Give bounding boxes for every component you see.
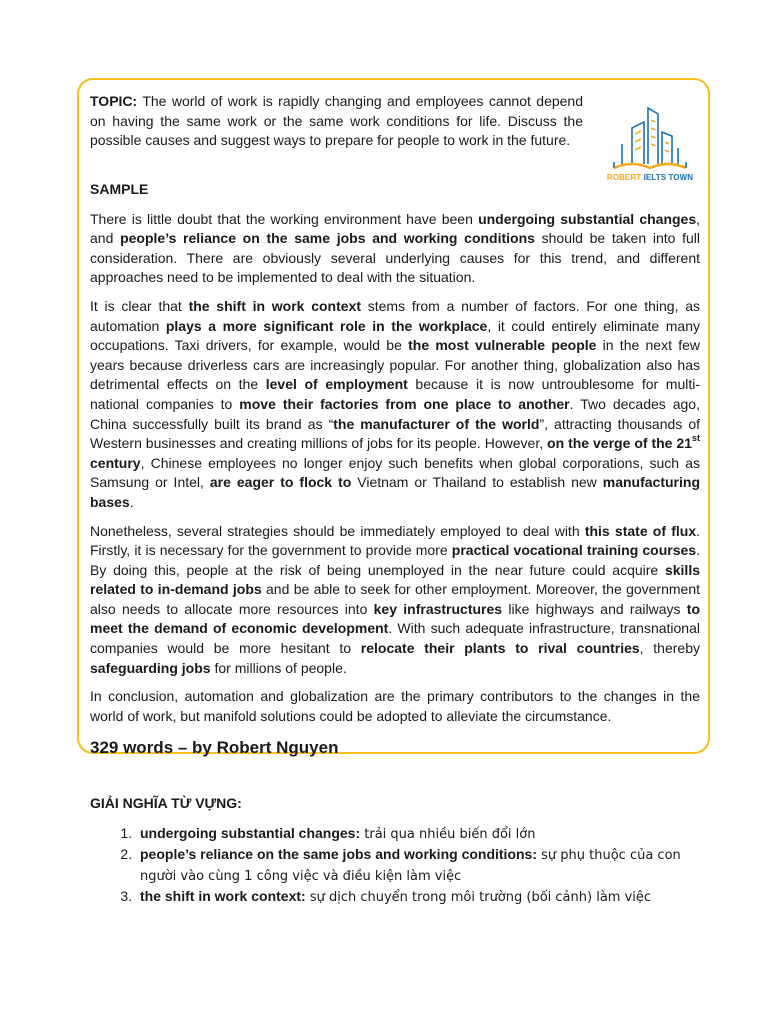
vocab-meaning: trải qua nhiều biến đổi lớn	[360, 826, 536, 842]
text: , it could entirely eliminate many occupations. Taxi drivers, for example, would be	[90, 317, 700, 354]
text: Vietnam or Thailand to establish new	[351, 474, 603, 491]
list-item	[136, 887, 710, 908]
text: like highways and railways	[502, 600, 687, 617]
topic-text: The world of work is rapidly changing and employees cannot depend on having the same work or the same work conditions for life. Discuss the possible causes and suggest ways to prepare for people to work in the future.	[90, 93, 583, 149]
logo-word-ielts-town: IELTS TOWN	[643, 173, 694, 182]
list-item	[136, 824, 710, 845]
sample-heading: SAMPLE	[90, 181, 149, 197]
bold-phrase: century	[90, 454, 141, 471]
paragraph-intro	[90, 210, 700, 288]
text: Nonetheless, several strategies should be immediately employed to deal with	[90, 522, 585, 539]
bold-phrase: key infrastructures	[373, 600, 503, 617]
bold-phrase: undergoing substantial changes	[478, 210, 697, 227]
bold-phrase: level of employment	[265, 376, 408, 393]
bold-phrase: are eager to flock to	[209, 474, 352, 491]
text: It is clear that	[90, 297, 189, 314]
bold-phrase: plays a more significant role in the workplace	[165, 317, 488, 334]
vocabulary-list	[90, 824, 710, 908]
bold-phrase: practical vocational training courses	[451, 542, 697, 559]
text: ”, attracting thousands of Western businesses and creating millions of jobs for its people. However,	[90, 415, 701, 452]
word-count-byline: 329 words – by Robert Nguyen	[90, 738, 339, 758]
bold-phrase: the manufacturer of the world	[333, 415, 540, 432]
bold-phrase: to meet the demand of economic development	[90, 600, 700, 637]
text: There is little doubt that the working environment have been	[90, 210, 479, 227]
text: , Chinese employees no longer enjoy such benefits when global corporations, such as Samsung or Intel,	[90, 454, 700, 491]
bold-phrase: safeguarding jobs	[90, 659, 211, 676]
text: , thereby	[639, 640, 700, 657]
paragraph-solutions	[90, 522, 700, 679]
paragraph-causes	[90, 297, 700, 513]
vocab-term: people’s reliance on the same jobs and working conditions:	[140, 846, 537, 863]
text: should be taken into full consideration. There are obviously several underlying causes for this trend, and different approaches need to be implemented to deal with the situation.	[90, 230, 701, 286]
bold-phrase: the shift in work context	[188, 297, 361, 314]
list-item	[136, 845, 710, 886]
topic-label: TOPIC:	[90, 93, 138, 109]
bold-phrase: move their factories from one place to another	[239, 395, 570, 412]
superscript: st	[691, 433, 700, 444]
vocab-meaning: sự dịch chuyển trong môi trường (bối cảnh) làm việc	[305, 890, 652, 906]
text: . With such adequate infrastructure, transnational companies would be more hesitant to	[90, 620, 700, 657]
vocab-meaning: sự phụ thuộc của con người vào cùng 1 công việc và điều kiện làm việc	[140, 848, 681, 884]
text: stems from a number of factors. For one thing, as automation	[90, 297, 700, 334]
logo-word-robert: ROBERT	[606, 173, 642, 182]
vocab-term: the shift in work context:	[140, 888, 306, 905]
vocab-term: undergoing substantial changes:	[140, 824, 361, 841]
text: , and	[90, 210, 701, 247]
bold-phrase: the most vulnerable people	[408, 337, 597, 354]
text: . Two decades ago, China successfully built its brand as “	[90, 395, 700, 432]
text: in the next few years because driverless cars are increasingly popular. For another thing, globalization also has detrimental effects on the	[90, 337, 700, 393]
text: . Firstly, it is necessary for the government to provide more	[90, 522, 700, 559]
bold-phrase: this state of flux	[584, 522, 697, 539]
text: and be able to seek for other employment. Moreover, the government also needs to allocate more resources into	[90, 581, 701, 617]
topic-paragraph	[90, 92, 583, 151]
bold-phrase: skills related to in-demand jobs	[90, 561, 700, 598]
vocabulary-section	[90, 794, 710, 909]
text: for millions of people.	[210, 659, 347, 676]
bold-phrase: manufacturing bases	[90, 474, 700, 510]
sample-content	[90, 180, 700, 758]
vocabulary-heading: GIẢI NGHĨA TỪ VỰNG:	[90, 795, 242, 811]
text: . By doing this, people at the risk of being unemployed in the near future could acquire	[90, 542, 700, 578]
text: .	[129, 493, 134, 510]
bold-phrase: people’s reliance on the same jobs and working conditions	[120, 230, 535, 247]
bold-phrase: relocate their plants to rival countries	[360, 640, 640, 657]
bold-phrase: on the verge of the 21	[547, 435, 692, 452]
text: because it is now untroublesome for multi-national companies to	[90, 376, 701, 412]
paragraph-conclusion: In conclusion, automation and globalization are the primary contributors to the changes in the world of work, but manifold solutions could be adopted to alleviate the circumstance.	[90, 688, 700, 724]
